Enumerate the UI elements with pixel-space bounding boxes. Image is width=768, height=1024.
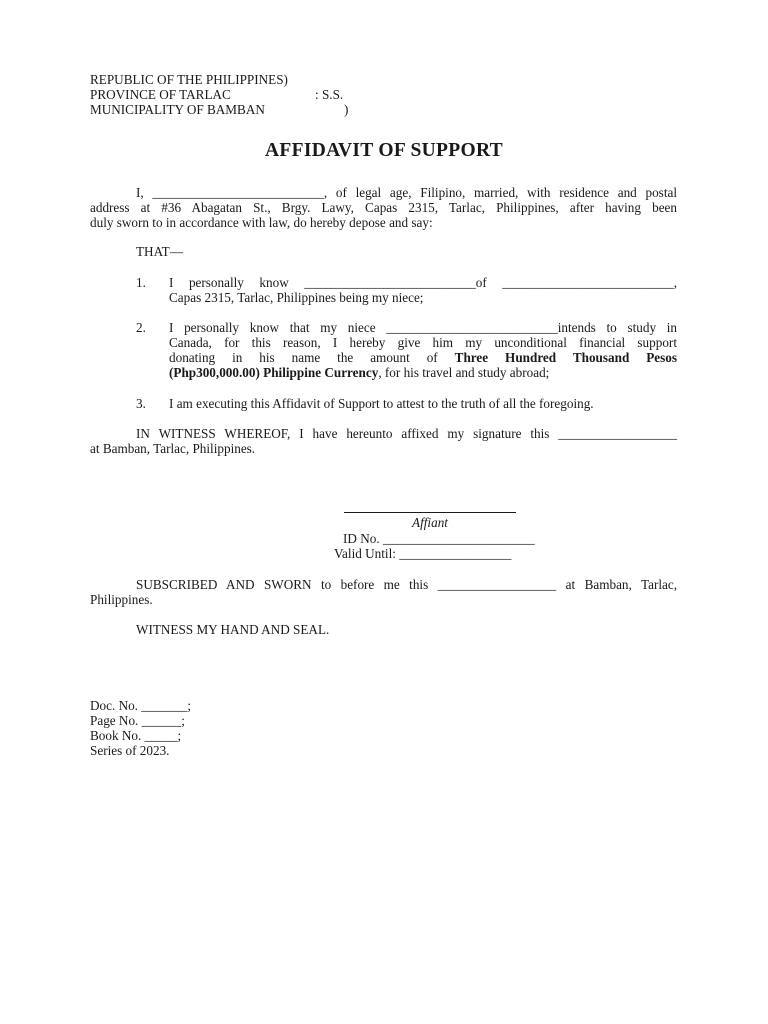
item-1-text — [169, 275, 677, 305]
item-number: 1. — [136, 275, 146, 290]
caption-municipality: MUNICIPALITY OF BAMBAN — [90, 102, 265, 117]
subscribed-line-1: SUBSCRIBED AND SWORN to before me this __________________ at Bamban, Tarlac, — [136, 577, 677, 592]
subscribed-paragraph — [90, 577, 677, 607]
item-1-line-2: Capas 2315, Tarlac, Philippines being my niece; — [169, 290, 424, 305]
intro-line-1: I, __________________________, of legal age, Filipino, married, with residence and postal — [136, 185, 677, 200]
intro-line-2: address at #36 Abagatan St., Brgy. Lawy, Capas 2315, Tarlac, Philippines, after having been — [90, 200, 677, 215]
page-number: Page No. ______; — [90, 713, 185, 728]
caption-ss: : S.S. — [315, 87, 344, 102]
item-2-line-3 — [169, 350, 677, 365]
item-2-line-4 — [169, 365, 677, 380]
item-1-line-1: I personally know __________________________of __________________________, — [169, 275, 677, 290]
item-2-purpose: , for his travel and study abroad; — [378, 365, 550, 380]
witness-line-2: at Bamban, Tarlac, Philippines. — [90, 441, 256, 456]
caption-republic: REPUBLIC OF THE PHILIPPINES) — [90, 72, 288, 87]
item-number: 3. — [136, 396, 146, 411]
item-number: 2. — [136, 320, 146, 335]
item-2-amount-intro: donating in his name the amount of — [169, 350, 455, 365]
witness-line-1: IN WITNESS WHEREOF, I have hereunto affixed my signature this __________________ — [136, 426, 677, 441]
intro-line-3: duly sworn to in accordance with law, do hereby depose and say: — [90, 215, 433, 230]
document-title: AFFIDAVIT OF SUPPORT — [265, 140, 503, 161]
caption-paren: ) — [344, 102, 349, 117]
intro-paragraph — [90, 185, 677, 230]
item-2-line-1: I personally know that my niece __________________________intends to study in — [169, 320, 677, 335]
id-number: ID No. _______________________ — [343, 531, 535, 546]
book-number: Book No. _____; — [90, 728, 182, 743]
valid-until: Valid Until: _________________ — [334, 546, 512, 561]
hand-and-seal: WITNESS MY HAND AND SEAL. — [136, 622, 330, 637]
that-label: THAT— — [136, 244, 183, 259]
item-2-text — [169, 320, 677, 380]
subscribed-line-2: Philippines. — [90, 592, 153, 607]
signature-line — [344, 512, 516, 513]
item-2-amount-words: Three Hundred Thousand Pesos — [454, 350, 677, 365]
caption-province: PROVINCE OF TARLAC — [90, 87, 231, 102]
doc-number: Doc. No. _______; — [90, 698, 192, 713]
witness-paragraph — [90, 426, 677, 456]
affiant-label: Affiant — [412, 515, 448, 530]
series-year: Series of 2023. — [90, 743, 170, 758]
item-2-line-2: Canada, for this reason, I hereby give him my unconditional financial support — [169, 335, 677, 350]
item-3-text: I am executing this Affidavit of Support to attest to the truth of all the foregoing. — [169, 396, 594, 411]
item-2-amount-figures: (Php300,000.00) Philippine Currency — [169, 365, 379, 380]
